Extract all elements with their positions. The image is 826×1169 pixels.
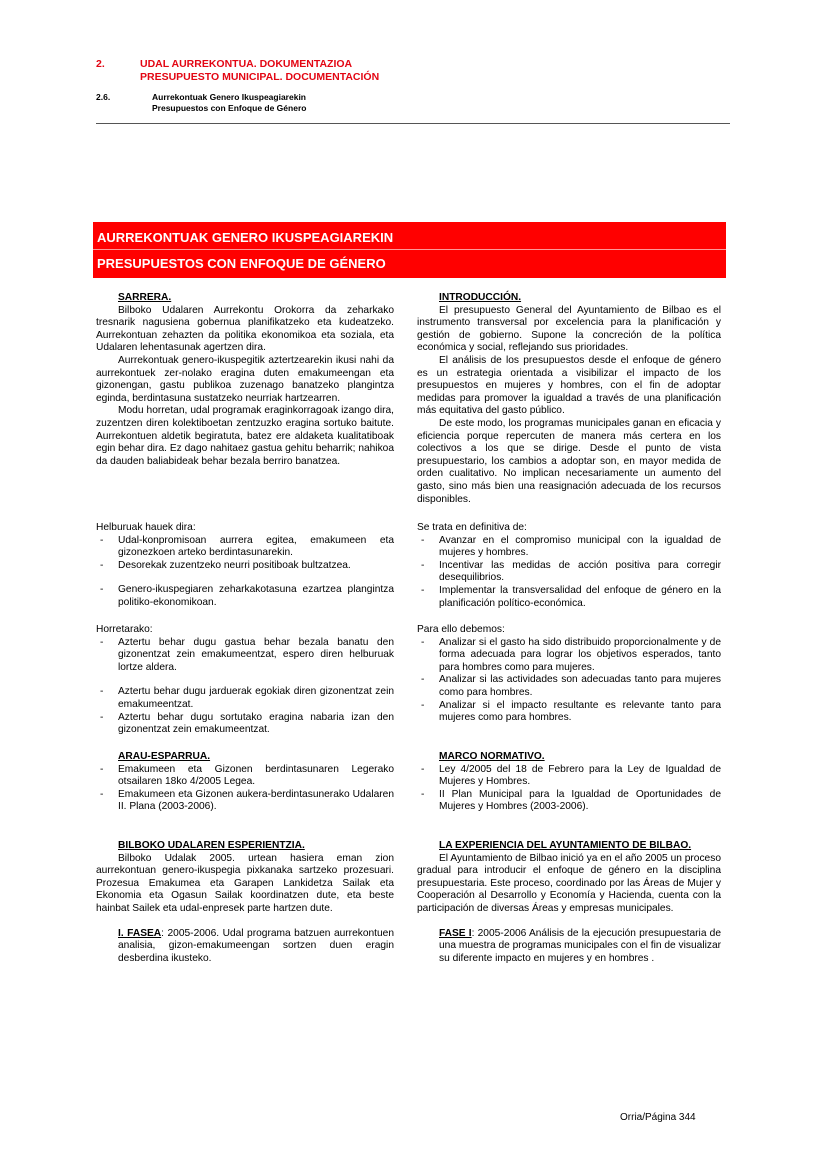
right-intro-heading: INTRODUCCIÓN. (439, 292, 522, 303)
right-means (417, 624, 721, 725)
banner-title-spanish: PRESUPUESTOS CON ENFOQUE DE GÉNERO (97, 256, 386, 271)
right-means-item: - Analizar si el impacto resultante es relevante tanto para mujeres como para hombres. (417, 700, 721, 725)
left-law-item: - Emakumeen eta Gizonen berdintasunaren Legerako otsailaren 18ko 4/2005 Legea. (96, 764, 394, 789)
subsection-title-basque: Aurrekontuak Genero Ikuspeagiarekin (152, 92, 306, 102)
left-law (96, 751, 394, 814)
left-experience-heading: BILBOKO UDALAREN ESPERIENTZIA. (118, 840, 305, 851)
left-goal-item: - Desorekak zuzentzeko neurri positiboak bultzatzea. (96, 560, 394, 573)
left-law-item: - Emakumeen eta Gizonen aukera-berdintasunerako Udalaren II. Plana (2003-2006). (96, 789, 394, 814)
left-means-item: - Aztertu behar dugu jarduerak egokiak diren gizonentzat zein emakumeentzat. (96, 686, 394, 711)
right-law (417, 751, 721, 814)
left-law-heading: ARAU-ESPARRUA. (118, 751, 211, 762)
right-means-item: - Analizar si el gasto ha sido distribuido proporcionalmente y de forma adecuada para lograr los objetivos esperados, tanto para hombres como para mujeres. (417, 637, 721, 675)
right-experience-paragraph: El Ayuntamiento de Bilbao inició ya en el año 2005 un proceso gradual para introducir el enfoque de género en la disciplina presupuestaria. Este proceso, coordinado por las Áreas de Mujer y Cooperación al Desarrollo y Economía y Hacienda, cuenta con la participación de diversas Áreas y empresas municipales. (417, 852, 721, 914)
left-goals (96, 522, 394, 610)
right-law-item: - Ley 4/2005 del 18 de Febrero para la Ley de Igualdad de Mujeres y Hombres. (417, 764, 721, 789)
left-means-intro: Horretarako: (96, 624, 153, 635)
right-goal-item: - Implementar la transversalidad del enfoque de género en la planificación político-económica. (417, 585, 721, 610)
left-means-item: - Aztertu behar dugu gastua behar bezala banatu den gizonentzat zein emakumeentzat, espero diren helburuak lortze aldera. (96, 637, 394, 675)
left-intro-paragraph: Bilboko Udalaren Aurrekontu Orokorra da zeharkako tresnarik nagusiena gobernua planifikatzeko eta kudeatzeko. Aurrekontuan zehazten da politika ekonomikoa eta soziala, eta Udalaren lehentasunak agertzen dira. (96, 304, 394, 354)
banner-divider (93, 249, 726, 250)
left-phase-text: : 2005-2006. Udal programa batzuen aurrekontuen analisia, gizon-emakumeengan sortzen duen eragin desberdina ikusteko. (118, 927, 394, 964)
right-experience-heading: LA EXPERIENCIA DEL AYUNTAMIENTO DE BILBAO. (439, 840, 692, 851)
right-goals (417, 522, 721, 610)
right-means-item: - Analizar si las actividades son adecuadas tanto para mujeres como para hombres. (417, 674, 721, 699)
right-goal-item: - Incentivar las medidas de acción positiva para corregir desequilibrios. (417, 560, 721, 585)
section-title-basque: UDAL AURREKONTUA. DOKUMENTAZIOA (140, 58, 353, 70)
left-goal-item: - Genero-ikuspegiaren zeharkakotasuna ezartzea plangintza politiko-ekonomikoan. (96, 584, 394, 609)
left-means (96, 624, 394, 737)
left-means-item: - Aztertu behar dugu sortutako eragina nabaria izan den gizonentzat zein emakumeentzat. (96, 712, 394, 737)
right-phase-text: : 2005-2006 Análisis de la ejecución presupuestaria de una muestra de programas municipales con el fin de visualizar su diferente impacto en mujeres y en hombres . (439, 927, 721, 964)
left-intro-paragraph: Aurrekontuak genero-ikuspegitik aztertzearekin ikusi nahi da aurrekontuek zer-nolako eragina duten emakumeengan eta gizonengan, gastu publikoa zuzenago banatzeko plangintza eginda, berdintasuna sustatzeko neurriak hartzearren. (96, 354, 394, 404)
right-intro (417, 292, 721, 506)
right-law-item: - II Plan Municipal para la Igualdad de Oportunidades de Mujeres y Hombres (2003-2006). (417, 789, 721, 814)
left-intro-paragraph: Modu horretan, udal programak eraginkorragoak izango dira, zuzentzen diren kolektiboetan zentzuzko eragina sortuko baitute. Aurrekontuen aldetik begiratuta, batez ere aldaketa kualitatiboak egin behar dira. Ez dago nahitaez gastua gehitu beharrik; nahikoa da dauden baliabideak behar bezala berriro banatzea. (96, 405, 394, 467)
right-means-intro: Para ello debemos: (417, 624, 505, 635)
right-phase-label: FASE I (439, 927, 472, 939)
right-goal-item: - Avanzar en el compromiso municipal con la igualdad de mujeres y hombres. (417, 535, 721, 560)
section-number: 2. (96, 58, 105, 70)
header-divider (96, 123, 730, 124)
section-title-spanish: PRESUPUESTO MUNICIPAL. DOCUMENTACIÓN (140, 71, 380, 83)
title-banner (93, 222, 726, 278)
right-intro-paragraph: El análisis de los presupuestos desde el enfoque de género es un estrategia orientada a visibilizar el impacto de los presupuestos en mujeres y hombres, con el fin de adoptar medidas para promover la igualdad a través de una planificación más equitativa del gasto público. (417, 354, 721, 417)
subsection-number: 2.6. (96, 92, 111, 102)
page-number: Orria/Página 344 (620, 1112, 696, 1123)
right-law-heading: MARCO NORMATIVO. (439, 751, 545, 762)
left-phase (118, 928, 394, 966)
left-goals-intro: Helburuak hauek dira: (96, 522, 196, 533)
right-intro-paragraph: De este modo, los programas municipales ganan en eficacia y eficiencia porque repercuten de manera más certera en los colectivos a los que se dirige. Desde el punto de vista presupuestario, los cambios a adoptar son, en mayor medida de orden cualitativo. No implican necesariamente un aumento del gasto, sino más bien una reasignación adecuada de los recursos disponibles. (417, 417, 721, 505)
left-goal-item: - Udal-konpromisoan aurrera egitea, emakumeen eta gizonezkoen arteko berdintasunarekin. (96, 535, 394, 560)
subsection-title-spanish: Presupuestos con Enfoque de Género (152, 103, 307, 113)
right-experience (417, 840, 721, 965)
left-intro (96, 292, 394, 468)
right-intro-paragraph: El presupuesto General del Ayuntamiento de Bilbao es el instrumento transversal por excelencia para la planificación y gestión de gobierno. Supone la concreción de la política económica y social, reflejando sus prioridades. (417, 304, 721, 354)
banner-title-basque: AURREKONTUAK GENERO IKUSPEAGIAREKIN (97, 230, 394, 245)
left-phase-label: I. FASEA (118, 927, 162, 939)
left-intro-heading: SARRERA. (118, 292, 172, 303)
right-phase (439, 928, 721, 966)
left-experience-paragraph: Bilboko Udalak 2005. urtean hasiera eman zion aurrekontuan genero-ikuspegia pixkanaka sartzeko prozesuari. Prozesua Emakumea eta Garapen Lankidetza Sailak eta Ekonomia eta Ogasun Sailak koordinatzen dute, eta beste hainbat Sailek eta udal-enpresek parte hartzen dute. (96, 852, 394, 914)
left-experience (96, 840, 394, 965)
right-goals-intro: Se trata en definitiva de: (417, 522, 527, 533)
